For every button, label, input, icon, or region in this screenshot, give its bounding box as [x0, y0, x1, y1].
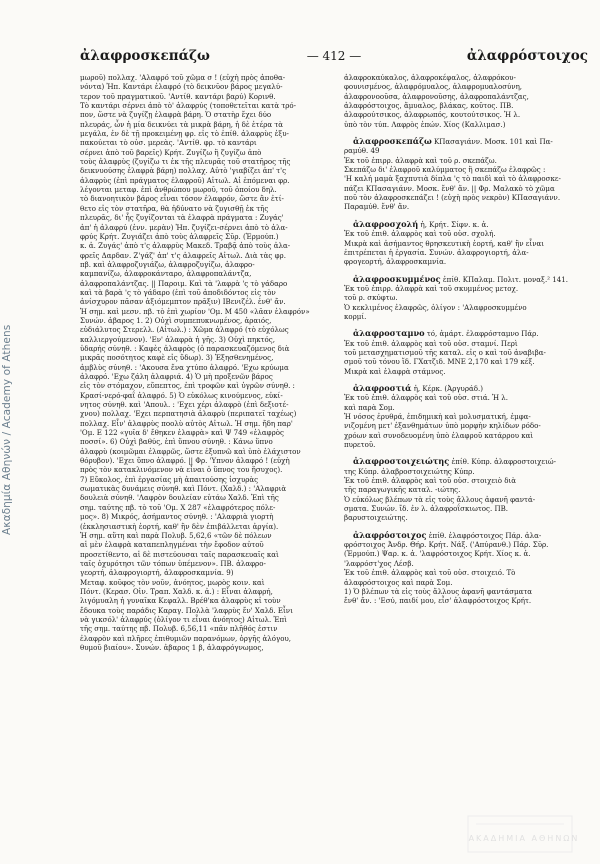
entries-list: [344, 137, 588, 605]
text-line: ἀλαφροπαλάντζας. || Παροιμ. Καὶ τὰ 'λαφρὰ 'ς τὸ γάδαρο: [80, 278, 288, 288]
text-line: νητος σύνηθ. καὶ 'Απουλ. : 'Εχει χέρι ἀλαφρὸ (ἐπὶ δεξιοτέ-: [80, 400, 289, 410]
text-line: ὑπὸ τὸν τύπ. Λαφρὸς ἐπών. Χίος (Καλλιμασ.): [344, 119, 506, 129]
entry-headword: ἀλαφρόστοιχος: [353, 529, 427, 540]
text-line: Ἐκ τοῦ ἐπιθ. ἀλαφρὸς καὶ τοῦ οὐσ. στιά. Ἡ λ.: [344, 393, 509, 403]
text-line: ταῖς ὀχυρότησι τῶν τόπων ὑπέμενον». ΠΒ. ἀλαφρο-: [80, 558, 266, 568]
dictionary-entry: [344, 329, 588, 376]
text-line: πάζει ΚΠασαγιάνν. Μοσκ. ἔνθ' ἄν. || Φρ. Μαλακὸ τὸ χῶμα: [344, 183, 555, 193]
text-line: θετο εἰς τὸν στατῆρα, θὰ ἠδύνατο νὰ ζυγισθῇ ἐκ τῆς: [80, 203, 269, 213]
text-line: φρύς Κρήτ. Ζυγιάζει ἀπὸ τοὺς ἀλαφρεῖς Σῦρ. (Ἑρμούπ.): [80, 231, 279, 241]
entry-lemma-rest: ἐπίθ. Κύπρ. ἀλαφροστοιχειώ-: [449, 457, 556, 467]
text-line: σμοῦ τοῦ τόνου ἴδ. ΓΧατζιδ. ΜΝΕ 2,170 καὶ 179 κέξ.: [344, 357, 535, 367]
dictionary-entry: [344, 531, 588, 606]
page-header: [80, 48, 588, 68]
text-line: τοὺς ἀλαφρὺς (ζυγίζω τι ἐκ τῆς πλευρᾶς τοῦ στατῆρος τῆς: [80, 157, 291, 167]
entry-lemma-line: [344, 220, 588, 229]
text-line: πυρετοῦ.: [344, 440, 376, 450]
text-line: τοῦ μετασχηματισμοῦ τῆς καταλ. εἰς ο καὶ τοῦ ἀναβιβα-: [344, 347, 546, 357]
dictionary-entry: [344, 137, 588, 212]
text-line: μικρᾶς ποσότητος καφὲ εἰς ὕδωρ). 3) Ἐξησθενημένος,: [80, 353, 274, 363]
text-line: ποῦ τὸν ἀλαφροσκεπάζει ! (εὐχὴ πρὸς νεκρὸν) ΚΠασαγιάνν.: [344, 193, 561, 203]
entry-lemma-line: [344, 457, 588, 466]
text-line: χρόων καὶ συνοδευομένη ὑπὸ ἐλαφροῦ κατάρρου καὶ: [344, 430, 534, 440]
text-line: ἐλαφρὸν καὶ πλῆρες ἐπιθυμιῶν παρανόμων, ὀργῆς ἀλόγου,: [80, 633, 291, 643]
text-line: Συνών. ἀβαρος 1. 2) Οὐχὶ συμπεπυκνωμένος, ἀραιός,: [80, 315, 272, 325]
entry-lemma-rest: ΚΠασαγιάνν. Μοσκ. 101 καὶ Πα-: [431, 137, 553, 147]
text-line: μεγάλα, ἐν δὲ τῇ προκειμένῃ φρ. εἰς τὸ ἐπίθ. ἀλαφρὺς ἐξυ-: [80, 129, 289, 139]
text-line: χνου) πολλαχ. 'Εχει περπατησιὰ ἀλαφρὺ (περιπατεῖ ταχέως): [80, 409, 297, 419]
text-line: νόντα) Ἠπ. Καντάρι ἐλαφρό (τὸ δεικνῦον βάρος μεγαλύ-: [80, 82, 283, 92]
entry-headword: ἀλαφροσκεπάζω: [353, 136, 432, 147]
entry-headword: ἀλαφροστοιχειώτης: [353, 456, 450, 467]
text-line: ὑδαρής σύνηθ. : Καφὲς ἀλαφρὸς (ὁ παρασκευαζόμενος διὰ: [80, 343, 290, 353]
text-line: βαρυστοιχειώτης.: [344, 513, 408, 523]
text-line: Μικρὰ καὶ ἐλαφρὰ στάμνος.: [344, 366, 446, 376]
text-line: 'Ομ. Ε 122 «γυῖα δ' ἔθηκεν ἐλαφρὰ» καὶ Ψ 749 «ἐλαφρὸς: [80, 428, 284, 438]
entry-lemma-rest: ἡ, Κρήτ. Σίφν. κ. ἀ.: [418, 219, 489, 229]
entry-lemma-line: [344, 137, 588, 146]
text-line: Ἡ νόσος ἐρυθρά, ἐπιδημικὴ καὶ μολυσματική, ἐμφα-: [344, 412, 531, 421]
text-line: ἀλαφρούτσικος, ἀλαφρωπός, κουτούτσικος. Ἡ λ.: [344, 110, 521, 120]
text-line: καὶ παρὰ Σομ.: [344, 402, 395, 412]
header-right-guideword: ἀλαφρόστοιχος: [466, 48, 588, 64]
text-line: λιγόμυαλη ἡ γυναῖκα Κεφαλλ. Βρέθ'κα ἀλαφρὺς κἰ τοὺν: [80, 596, 281, 606]
text-line: Σκεπάζω δι' ἐλαφροῦ καλύμματος ἢ σκεπάζω ἐλαφρῶς :: [344, 165, 546, 175]
text-line: ἀλαφρό. 'Εχω ζάλη ἀλαφριά. 4) Ὁ μὴ προξενῶν βάρος: [80, 372, 273, 381]
text-line: μωροῦ) πολλαχ. 'Αλαφρό τοῦ χῶμα σ ! (εὐχὴ πρὸς ἀποθα-: [80, 73, 286, 82]
text-line: ποσσί». 6) Οὐχὶ βαθύς, ἐπὶ ὕπνου σύνηθ. : Κάνω ὕπνο: [80, 437, 273, 447]
text-line: τῆς σημ. ταύτης πβ. Πολυβ. 6,56,11 «πᾶν πλῆθός ἐστιν: [80, 624, 278, 634]
text-line: 'Η καλή μαμὰ ξαχπυτιὰ δίπλα 'ς τὸ παιδὶ καὶ τὸ ἀλαφροσκε-: [344, 174, 561, 184]
text-line: πον, ὥστε νὰ ζυγίζῃ ἐλαφρὰ βάρη. Ὁ στατὴρ ἔχει δύο: [80, 110, 272, 120]
text-line: τοῦ ρ. σκύφτω.: [344, 293, 398, 303]
text-line: Παραμύθ. ἔνθ' ἄν.: [344, 202, 410, 212]
text-line: Ἡ σημ. αὕτη καὶ παρὰ Πολυβ. 5,62,6 «τῶν δὲ πόλεων: [80, 530, 272, 540]
header-left-guideword: ἀλαφροσκεπάζω: [80, 48, 210, 64]
text-line: θόρυβον). 'Εχει ὕπνο ἀλαφρό. || Φρ. 'Υπνον ἀλαφρό ! (εὐχὴ: [80, 456, 290, 466]
text-line: πλευρᾶς, δι' ἧς ζυγίζονται τὰ ἐλαφρὰ πράγματα : Ζυγάς': [80, 213, 284, 223]
entry-headword: ἀλαφροσκυμμένος: [353, 273, 441, 284]
text-line: καλλιεργούμενον). 'Εν' ἀλαφρὰ ἡ γῆς. 3) Οὐχὶ πηκτός,: [80, 334, 275, 344]
text-line: (ἐκκλησιαστικὴ ἑορτή, καθ' ἣν δὲν ἐπιβάλλεται ἀργία).: [80, 521, 279, 531]
text-line: πολλαχ. Εἶν' ἀλαφρὺς ποολὺ αὐτὸς Αἰτωλ. Ἡ σημ. ἤδη παρ': [80, 418, 293, 428]
text-line: 1) Ὁ βλέπων τὰ εἰς τοὺς ἄλλους ἀφανῆ φαντάσματα: [344, 586, 533, 596]
text-line: καμπανίζω, ἀλαφροκάνταρο, ἀλαφροπαλάντζα,: [80, 269, 252, 279]
entry-headword: ἀλαφροστιά: [353, 382, 412, 393]
text-line: ἀλαφροκαύκαλος, ἀλαφροκέφαλος, ἀλαφρόκου-: [344, 73, 516, 82]
page-number: — 412 —: [306, 49, 362, 63]
text-line: ἀλαφρόστοιχος, ἄμυαλος, βλάκας, κοῦτος. ΠΒ.: [344, 101, 514, 111]
text-line: σέρνει ἀπὸ τοῦ βαρεῖς) Κρήτ. Ζυγίζω ἢ ζυγίζω ἀπὸ: [80, 147, 262, 157]
text-line: ἐπιτρέπεται ἡ ἐργασία. Συνών. ἀλαφρογιορτή, ἀλα-: [344, 247, 529, 257]
entry-lemma-line: [344, 384, 588, 393]
entry-lemma-line: [344, 329, 588, 338]
text-line: μος». 8) Μικρός, ἀσήμαντος σύνηθ. : 'Αλαφριὰ γιορτὴ: [80, 512, 274, 522]
text-line: ἀλαφρονοοῦσα, ἀλαφρονοῦσης, ἀλαφροπαλάντζας,: [344, 91, 529, 101]
entry-lemma-rest: ἡ, Κέρκ. (Ἀργυράδ.): [411, 383, 483, 393]
text-line: Ὁ κεκλιμένος ἐλαφρῶς, ὀλίγον : 'Αλαφροσκυμμένο: [344, 302, 527, 312]
left-column: [80, 73, 329, 652]
text-line: πακούεται τὸ οὐσ. μερεὰς. 'Αντίθ. φρ. τὸ καντάρι: [80, 138, 257, 148]
text-line: Πόντ. (Κερασ. Οἰν. Τραπ. Χαλδ. κ. ἀ.) : Εἶναι ἀλαφρή,: [80, 586, 273, 596]
entry-lemma-line: [344, 531, 588, 540]
text-line: εἰς τὸν στόμαχον, εὔπεπτος, ἐπὶ τροφῶν καὶ ὑγρῶν σύνηθ. :: [80, 381, 295, 391]
text-line: Μικρὰ καὶ ἀσήμαντος θρησκευτικὴ ἑορτή, καθ' ἣν εἶναι: [344, 238, 545, 248]
text-line: ἀλαφρὺ (κοιμῶμαι ἐλαφρῶς, ὥστε ἐξυπνῶ καὶ ὑπὸ ἐλάχιστον: [80, 446, 301, 456]
text-line: πρὸς τὸν κατακλινόμενον νὰ εἶναι ὁ ὕπνος του ἥσυχος).: [80, 465, 283, 475]
text-line: 'λαφρόστ'χος Λέσβ.: [344, 558, 414, 568]
dictionary-entry: [344, 220, 588, 267]
text-line: Ἐκ τοῦ ἐπιθ. ἀλαφρὸς καὶ τοῦ οὐσ. στοιχειό. Τὸ: [344, 568, 516, 578]
text-line: πλευράς, ὧν ἡ μία δεικνύει τὰ μικρὰ βάρη, ἡ δὲ ἑτέρα τὰ: [80, 119, 284, 129]
text-line: φρογεορτή, ἀλαφροσκαμνία.: [344, 257, 447, 267]
text-line: ραμύθ. 49: [344, 146, 380, 156]
entry-lemma-rest: ἐπίθ. ΚΠαλαμ. Πολιτ. μοναξ.² 141.: [440, 274, 568, 284]
text-line: δουλειὰ σύνηθ. 'Λαφρὸν δουλείαν εὑτάω Χαλδ. Ἐπὶ τῆς: [80, 493, 279, 503]
text-line: ἀλαφρὺς (ἐπὶ πράγματος ἐλαφροῦ) Αἰτωλ. Αἱ ἑπόμεναι φρ.: [80, 175, 290, 185]
text-line: γεορτή, ἀλαφρογιορτή, ἀλαφροσκαμνία. 9): [80, 568, 234, 578]
dictionary-entry: [344, 384, 588, 449]
entry-lemma-rest: ἐπίθ. ἐλαφρόστοιχος Πάρ. ἀλα-: [426, 530, 542, 540]
continued-entry-text: [344, 73, 588, 129]
text-line: Κρασί-νερό-φαΐ ἀλαφρό. 5) Ὁ εὐκόλως κινούμενος, εὐκί-: [80, 390, 283, 400]
text-line: Ἐκ τοῦ ἐπιρρ. ἀλαφρὰ καὶ τοῦ ρ. σκεπάζω.: [344, 155, 497, 165]
text-line: Ἐκ τοῦ ἐπιθ. ἀλαφρὸς καὶ τοῦ οὐσ. σχολή.: [344, 229, 496, 239]
text-line: ἀνίσχυρον πᾶσαν ἀξιόμεμπτον πρᾶξιν) ΙΒενιζέλ. ἐνθ' ἄν.: [80, 297, 286, 307]
text-line: σημ. ταύτης πβ. τὸ τοῦ 'Ομ. Χ 287 «ἐλαφρότερος πόλε-: [80, 502, 276, 512]
text-line: φρόστοιχος Ἀνδρ. Θήρ. Κρήτ. Νάξ. ('Απύρανθ.) Πάρ. Σῦρ.: [344, 540, 549, 550]
entry-headword: ἀλαφροσχολή: [353, 218, 419, 229]
text-line: φρεῖς Δαρδαν. Ζ'γάζ' ἀπ' τ'ς ἀλαφρεῖς Αἰτωλ. Διὰ τὰς φρ.: [80, 250, 286, 260]
entry-lemma-rest: τό, ἀμάρτ. ἐλαφρόσταμνο Πάρ.: [424, 329, 539, 339]
text-line: σωματικὰς δυνάμεις σύνηθ. καὶ Πόντ. (Χαλδ.) : 'Αλαφριὰ: [80, 484, 287, 494]
text-line: καὶ τὰ βαρὰ 'ς τὸ γάδαρο (ἐπὶ τοῦ ἀποδιδόντος εἰς τὸν: [80, 287, 276, 297]
text-line: αἱ μὲν ἐλαφρὰ καταπεπληγμέναι τὴν ἔφοδον αὐτοῦ: [80, 540, 264, 550]
text-line: λέγονται μεταφ. ἐπὶ ἀνθρώπου μωροῦ, τοῦ ὁποίου δηλ.: [80, 185, 277, 195]
text-line: εὐδιάλυτος Στερελλ. (Αἰτωλ.) : Χῶμα ἀλαφρό (τὸ εὐχόλως: [80, 325, 289, 335]
text-line: Τὸ καντάρι σέρνει ἀπὸ τὸ' ἀλαφρύς (τοποθετεῖται κατὰ τρό-: [80, 101, 297, 111]
text-line: ἀμβλὺς σύνηθ. : 'Ακουσα ἕνα χτύπο ἀλαφρό. 'Εχω κρύωμα: [80, 362, 289, 372]
text-line: σματα. Συνών. ἴδ. ἐν λ. ἀλαφροΐσκιωτος. ΠΒ.: [344, 504, 509, 514]
text-line: Ὁ εὐκόλως βλέπων τὰ εἰς τοὺς ἄλλους ἀφανῆ φαντά-: [344, 494, 536, 504]
text-line: (Ἑρμούπ.) Ψαρ. κ. ἀ. 'λαφρόστοιχος Κρήτ. Χίος κ. ἀ.: [344, 549, 531, 559]
text-line: Ἡ σημ. καὶ μεσν. πβ. τὸ ἐπὶ χωρίον 'Ομ. Μ 450 «λᾶαν ἐλαφρόν»: [80, 306, 310, 316]
text-line: πβ. καὶ ἀλαφροζυγιάζω, ἀλαφροζυγίζω, ἀλαφρο-: [80, 259, 255, 269]
text-line: δεικνυούσης ἐλαφρὰ βάρη) πολλαχ. Αὐτὸ 'γιαβίζει ἀπ' τ'ς: [80, 166, 287, 176]
dictionary-entry: [344, 275, 588, 322]
text-line: Ἐκ τοῦ ἐπιθ. ἀλαφρὸς καὶ τοῦ οὐσ. σταμνί. Περὶ: [344, 338, 518, 348]
text-line: κ. ἀ. Ζυγάς' ἀπὸ τ'ς ἀλαφρὺς Μακεδ. Τραβᾷ ἀπὸ τοὺς ἀλα-: [80, 241, 291, 251]
text-line: νὰ γικσόλ' ἀλαφρύς (ὀλίγον τι εἶναι ἀνόητος) Αἰτωλ. Ἐπὶ: [80, 614, 287, 624]
text-line: 7) Εὔκολος, ἐπὶ ἐργασίας μὴ ἀπαιτούσης ἰσχυρὰς: [80, 474, 259, 484]
text-line: τὸ διανοητικὸν βάρος εἶναι τόσον ἐλαφρόν, ὥστε ἂν ἐτί-: [80, 194, 284, 204]
entry-headword: ἀλαφροσταμνο: [353, 328, 425, 339]
dictionary-entry: [344, 457, 588, 522]
text-line: φουνισμένος, ἀλαφρόμυαλος, ἀλαφρομυαλοσύνη,: [344, 82, 523, 92]
text-line: Μεταφ. κοῦφος τὸν νοῦν, ἀνόητος, μωρὸς κοιν. καὶ: [80, 577, 265, 587]
text-line: Ἐκ τοῦ ἐπιρρ. ἀλαφρὰ καὶ τοῦ σκυμμένος μετοχ.: [344, 283, 519, 293]
watermark-text: ΑΚΑΔΗΜΙΑ ΑΘΗΝΩΝ: [468, 834, 580, 843]
text-line: ἔδουκα τοὺς παράδις Καραγ. Πολλὰ 'λαφρὺς ἔν' Χαλδ. Εἶνι: [80, 605, 293, 615]
text-line: της Κύπρ. ἀλαβροστοιχειώτης Κύπρ.: [344, 466, 475, 476]
entry-lemma-line: [344, 275, 588, 284]
text-line: Ἐκ τοῦ ἐπιθ. ἀλαφρὸς καὶ τοῦ οὐσ. στοιχειὸ διὰ: [344, 476, 517, 486]
text-line: κορμί.: [344, 311, 367, 321]
text-line: ἀλαφρόστοιχος καὶ παρὰ Σομ.: [344, 577, 453, 587]
text-line: ἔνθ' ἄν. : 'Εσύ, παιδί μου, εἶσ' ἀλαφρόστοιχος Κρήτ.: [344, 596, 532, 606]
text-line: προσετίθεντο, αἱ δὲ πιστεύουσαι ταῖς παρασκευαῖς καὶ: [80, 549, 279, 559]
archive-side-label: Ακαδημία Αθηνών / Academy of Athens: [1, 324, 13, 536]
text-line: ἀπ' ἡ ἀλαφρύ (ἐνν. μερὰν) Ἠπ. ζυγίζει-σέρνει ἀπὸ τὸ ἀλα-: [80, 222, 288, 232]
text-line: τερον τοῦ πραγματικοῦ. 'Αντίθ. καντάρι βαρύ) Κορινθ.: [80, 91, 276, 101]
text-line: θυμοῦ βιαίου». Συνών. ἀβαρος 1 β, ἀλαφρόγνωμος,: [80, 642, 264, 652]
text-line: τῆς παραγωγικῆς καταλ. -ιώτης.: [344, 485, 461, 495]
text-line: νιζομένη μετ' ἐξανθημάτων ὑπὸ μορφὴν κηλίδων ρόδο-: [344, 421, 541, 431]
right-column: [344, 73, 588, 606]
